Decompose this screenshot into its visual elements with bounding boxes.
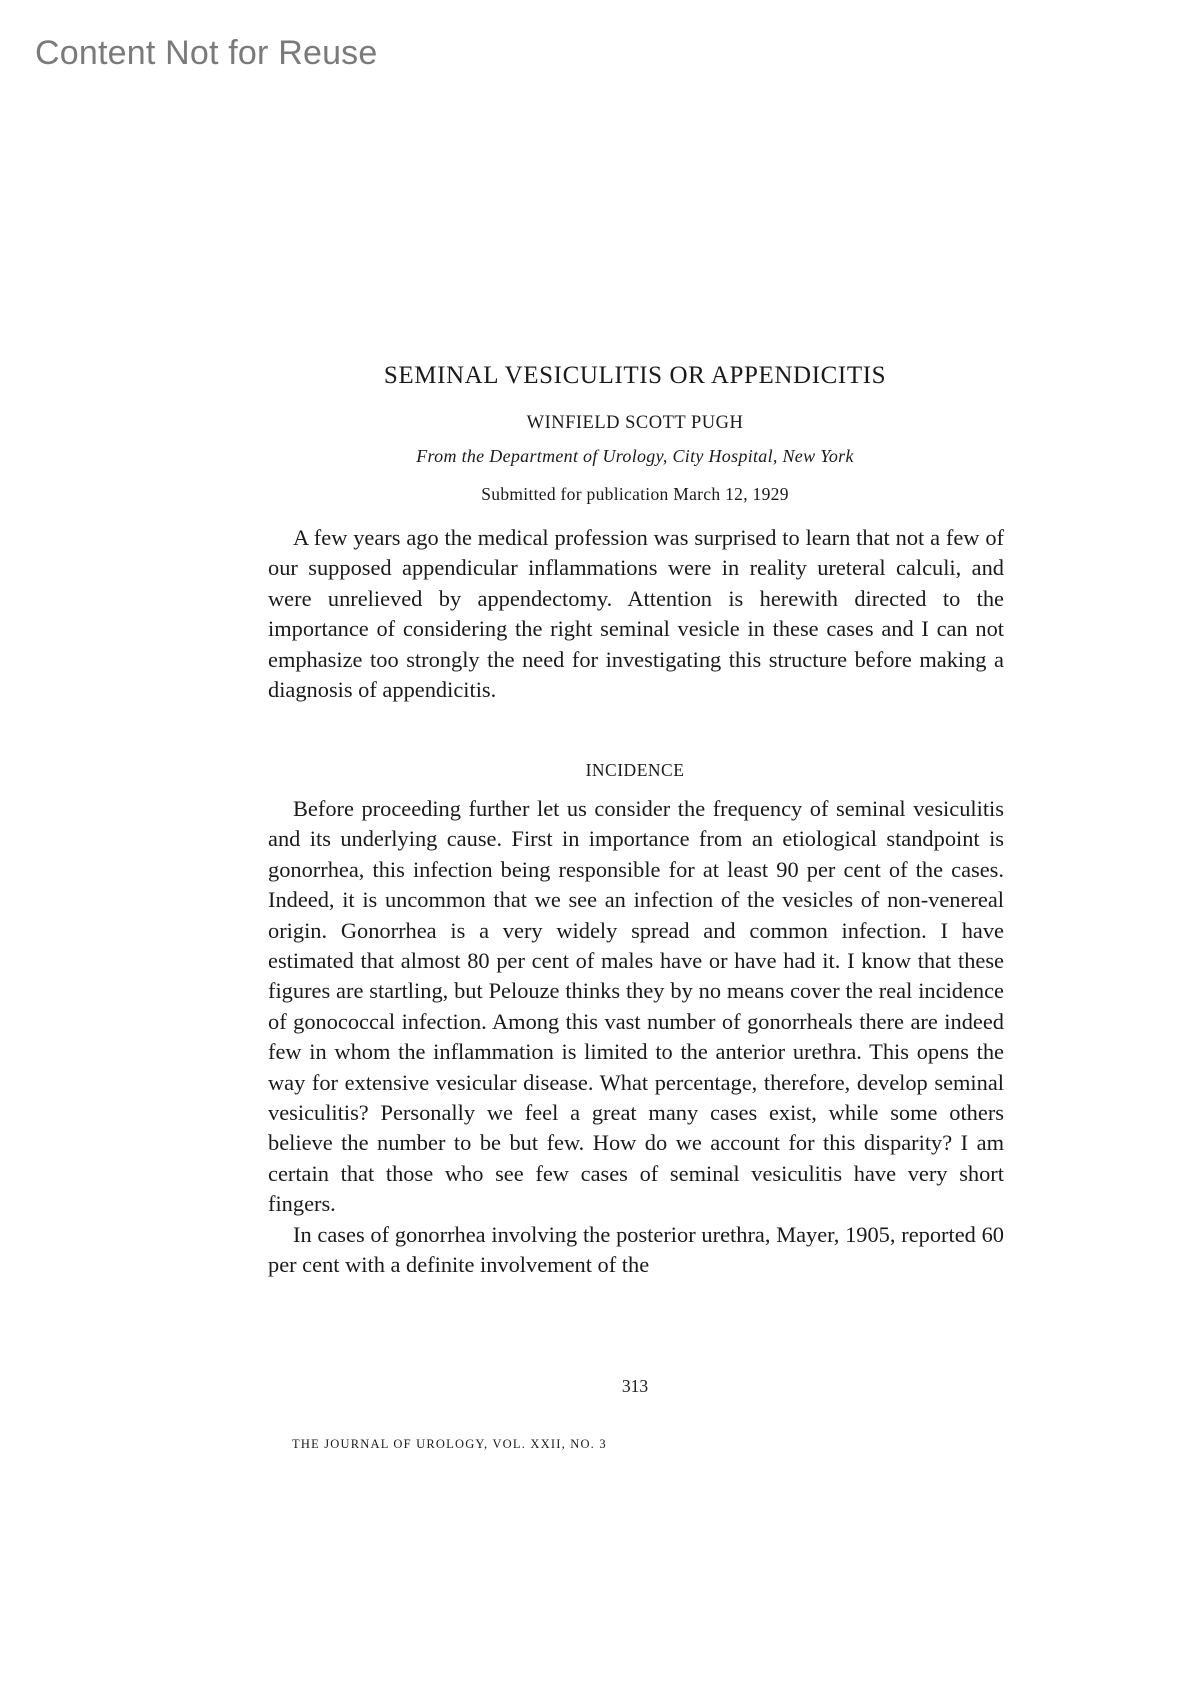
body-paragraph: Before proceeding further let us consider the frequency of seminal vesiculitis and its underlying cause. First in importance from an etiological standpoint is gonorrhea, this infection being responsible for at least 90 per cent of the cases. Indeed, it is uncommon that we see an infection of the vesicles of non-venereal origin. Gonorrhea is a very widely spread and common infection. I have estimated that almost 80 per cent of males have or have had it. I know that these figures are startling, but Pelouze thinks they by no means cover the real incidence of gonococcal infection. Among this vast number of gonorrheals there are indeed few in whom the inflammation is limited to the anterior urethra. This opens the way for extensive vesicular disease. What percentage, therefore, develop seminal vesiculitis? Personally we feel a great many cases exist, while some others believe the number to be but few. How do we account for this disparity? I am certain that those who see few cases of seminal vesiculitis have very short fingers. — [268, 796, 1004, 1217]
watermark: Content Not for Reuse — [35, 34, 378, 72]
section-body-incidence — [268, 794, 1004, 1281]
article-affiliation: From the Department of Urology, City Hospital, New York — [416, 446, 854, 466]
article-author: WINFIELD SCOTT PUGH — [526, 413, 744, 433]
body-paragraph: In cases of gonorrhea involving the posterior urethra, Mayer, 1905, reported 60 per cent with a definite involvement of the — [268, 1221, 1004, 1278]
section-heading-incidence: INCIDENCE — [585, 760, 685, 780]
abstract — [268, 523, 1004, 705]
article-title: SEMINAL VESICULITIS OR APPENDICITIS — [383, 362, 887, 389]
page-number: 313 — [621, 1376, 649, 1396]
journal-reference: THE JOURNAL OF UROLOGY, VOL. XXII, NO. 3 — [292, 1437, 607, 1451]
submission-date: Submitted for publication March 12, 1929 — [481, 484, 789, 504]
abstract-paragraph: A few years ago the medical profession was surprised to learn that not a few of our supposed appendicular inflammations were in reality ureteral calculi, and were unrelieved by appendectomy. Attention is herewith directed to the importance of considering the right seminal vesicle in these cases and I can not emphasize too strongly the need for investigating this structure before making a diagnosis of appendicitis. — [268, 525, 1004, 703]
